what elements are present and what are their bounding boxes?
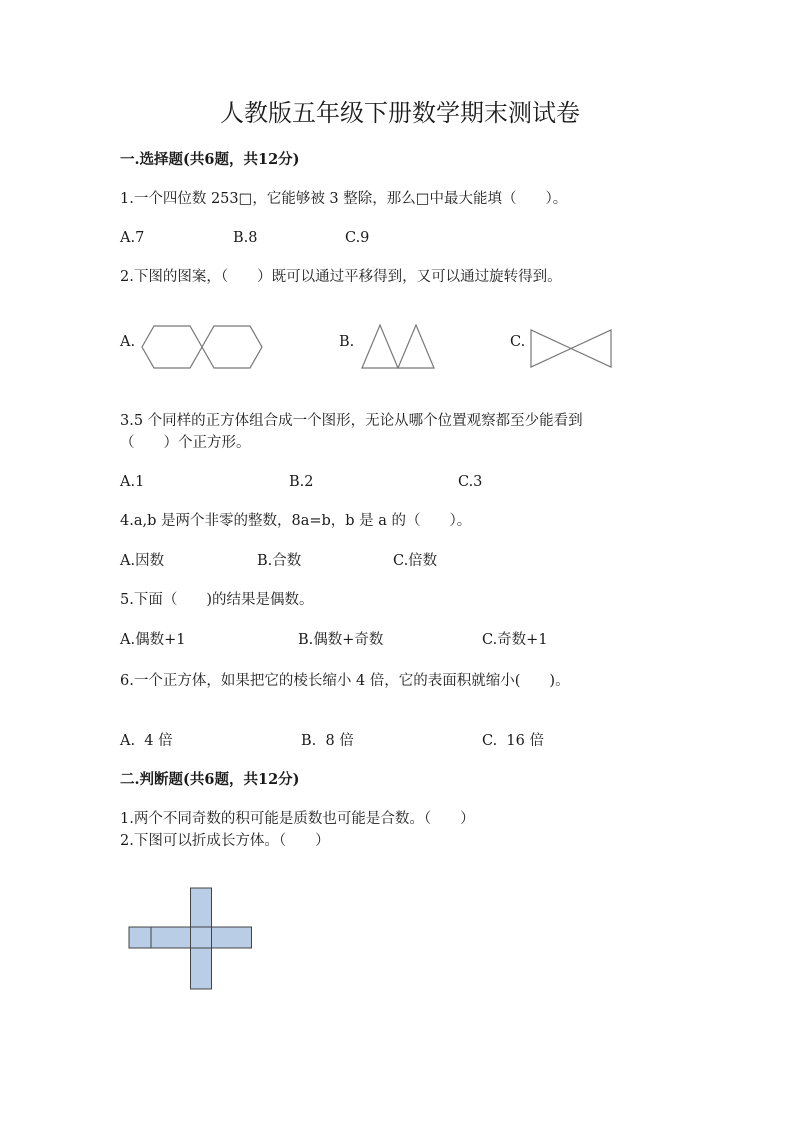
q3-option-c: C.3	[458, 474, 483, 490]
q6-option-b: B. 8 倍	[301, 733, 354, 749]
question-1-stem: 1.一个四位数 253□，它能够被 3 整除，那么□中最大能填（ ）。	[120, 191, 568, 207]
q1-option-c: C.9	[345, 230, 370, 246]
q5-option-c: C.奇数+1	[482, 632, 548, 648]
question-2-stem: 2.下图的图案，（ ）既可以通过平移得到，又可以通过旋转得到。	[120, 269, 562, 285]
question-4-stem: 4.a,b 是两个非零的整数，8a=b，b 是 a 的（ ）。	[120, 513, 472, 529]
judgement-question-2: 2.下图可以折成长方体。（ ）	[120, 833, 330, 849]
q3-option-a: A.1	[120, 474, 145, 490]
twin-triangle-figure	[360, 322, 436, 370]
section-heading-judgement: 二.判断题(共6题，共12分)	[120, 771, 300, 788]
question-5-stem: 5.下面（ )的结果是偶数。	[120, 592, 314, 608]
q1-option-a: A.7	[120, 230, 145, 246]
page-title: 人教版五年级下册数学期末测试卷	[220, 99, 580, 127]
q3-option-b: B.2	[289, 474, 314, 490]
bowtie-figure	[529, 328, 613, 370]
q2-label-b: B.	[339, 334, 355, 350]
q2-label-a: A.	[120, 334, 136, 350]
q5-option-b: B.偶数+奇数	[298, 632, 384, 648]
section-heading-choice: 一.选择题(共6题，共12分)	[120, 151, 300, 168]
judgement-question-1: 1.两个不同奇数的积可能是质数也可能是合数。（ ）	[120, 811, 475, 827]
q6-option-a: A. 4 倍	[120, 733, 173, 749]
double-hexagon-figure	[140, 324, 268, 370]
question-6-stem: 6.一个正方体，如果把它的棱长缩小 4 倍，它的表面积就缩小( )。	[120, 673, 570, 689]
question-3-stem-line1: 3.5 个同样的正方体组合成一个图形，无论从哪个位置观察都至少能看到	[120, 413, 583, 429]
q5-option-a: A.偶数+1	[120, 632, 186, 648]
q1-option-b: B.8	[233, 230, 258, 246]
cube-net-figure	[128, 887, 254, 991]
q6-option-c: C. 16 倍	[482, 733, 544, 749]
q4-option-b: B.合数	[257, 553, 302, 569]
q4-option-a: A.因数	[120, 553, 165, 569]
q2-label-c: C.	[510, 334, 526, 350]
q4-option-c: C.倍数	[393, 553, 438, 569]
question-3-stem-line2: （ ）个正方形。	[120, 435, 251, 451]
